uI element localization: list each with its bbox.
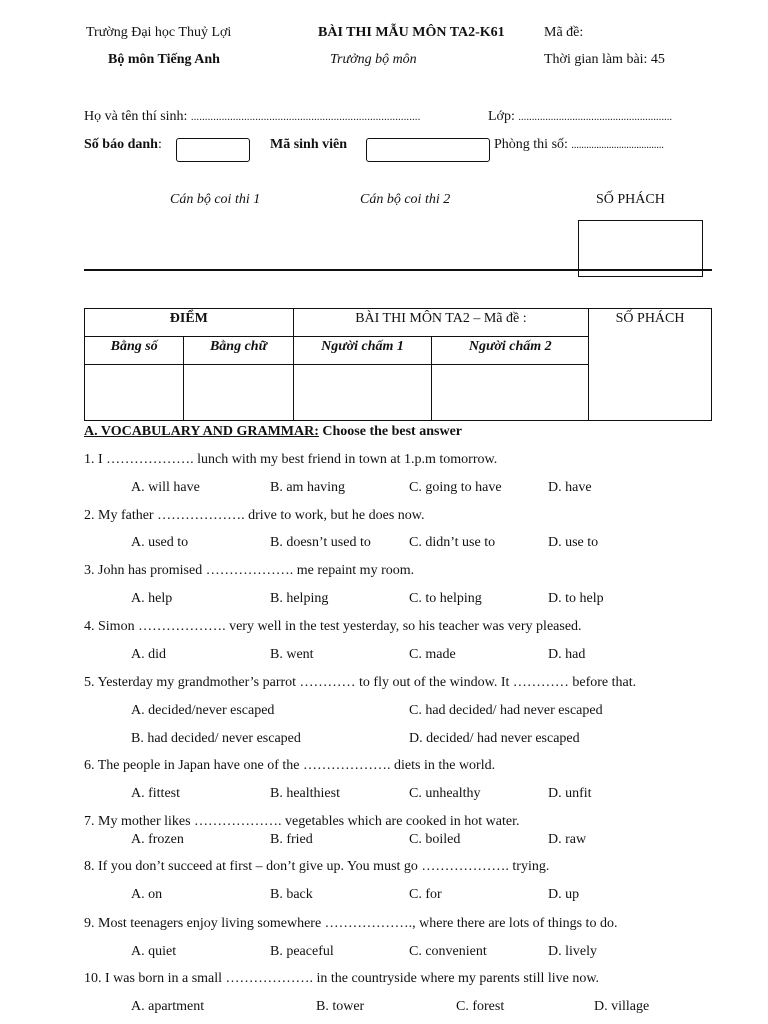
room-label: Phòng thi số: — [494, 137, 568, 152]
question-1-option[interactable]: A. will have — [131, 480, 200, 495]
question-9-option[interactable]: A. quiet — [131, 944, 177, 959]
student-name-row — [84, 110, 421, 124]
grader-1-header: Người chấm 1 — [293, 337, 432, 365]
question-4-option[interactable]: B. went — [270, 647, 314, 662]
score-number-cell[interactable] — [85, 365, 184, 421]
question-2-option[interactable]: A. used to — [131, 535, 189, 550]
question-1-option[interactable]: B. am having — [270, 480, 346, 495]
question-3-option[interactable]: D. to help — [548, 591, 604, 606]
school-name: Trường Đại học Thuỷ Lợi — [86, 25, 232, 40]
cut-line — [84, 269, 712, 271]
class-label: Lớp: — [488, 109, 515, 124]
question-1-option[interactable]: C. going to have — [409, 480, 502, 495]
question-3-option[interactable]: A. help — [131, 591, 173, 606]
question-1-text: 1. I ………………. lunch with my best friend in town at 1.p.m tomorrow. — [84, 452, 498, 467]
question-6-option[interactable]: C. unhealthy — [409, 786, 481, 801]
question-9-option[interactable]: D. lively — [548, 944, 597, 959]
student-name-label: Họ và tên thí sinh: — [84, 109, 188, 124]
invigilator-1-label: Cán bộ coi thi 1 — [170, 192, 261, 207]
candidate-number-label — [84, 138, 162, 152]
room-row — [494, 138, 664, 152]
question-2-text: 2. My father ………………. drive to work, but he does now. — [84, 508, 425, 523]
question-6-option[interactable]: A. fittest — [131, 786, 180, 801]
question-6-option[interactable]: D. unfit — [548, 786, 592, 801]
question-9-option[interactable]: B. peaceful — [270, 944, 334, 959]
room-field[interactable]: ..................................... — [571, 140, 664, 151]
question-3-option[interactable]: B. helping — [270, 591, 329, 606]
score-header: ĐIỂM — [85, 309, 294, 337]
head-of-department: Trưởng bộ môn — [330, 52, 417, 67]
student-code-label: Mã sinh viên — [270, 137, 348, 152]
question-2-option[interactable]: B. doesn’t used to — [270, 535, 371, 550]
class-field[interactable]: ......................................................... — [518, 112, 673, 123]
department-name: Bộ môn Tiếng Anh — [108, 52, 220, 67]
candidate-number-box[interactable] — [176, 138, 250, 162]
question-5-option[interactable]: D. decided/ had never escaped — [409, 731, 580, 746]
question-8-text: 8. If you don’t succeed at first – don’t give up. You must go ………………. trying. — [84, 859, 550, 874]
question-2-option[interactable]: D. use to — [548, 535, 599, 550]
invigilator-2-label: Cán bộ coi thi 2 — [360, 192, 451, 207]
question-10-option[interactable]: B. tower — [316, 999, 365, 1014]
so-phach-header: SỐ PHÁCH — [589, 309, 712, 421]
question-9-option[interactable]: C. convenient — [409, 944, 487, 959]
question-2-option[interactable]: C. didn’t use to — [409, 535, 496, 550]
question-5-text: 5. Yesterday my grandmother’s parrot ………… to fly out of the window. It ………… before that. — [84, 675, 637, 690]
question-4-option[interactable]: D. had — [548, 647, 586, 662]
question-9-text: 9. Most teenagers enjoy living somewhere ………………., where there are lots of things to do. — [84, 916, 618, 931]
question-7-option[interactable]: B. fried — [270, 832, 313, 847]
question-10-text: 10. I was born in a small ………………. in the countryside where my parents still live now. — [84, 971, 600, 986]
student-name-field[interactable]: .................................................................................. — [190, 112, 421, 123]
question-4-text: 4. Simon ………………. very well in the test yesterday, so his teacher was very pleased. — [84, 619, 582, 634]
question-5-option[interactable]: A. decided/never escaped — [131, 703, 275, 718]
question-7-option[interactable]: D. raw — [548, 832, 587, 847]
section-title: A. VOCABULARY AND GRAMMAR: — [84, 424, 319, 439]
question-7-option[interactable]: C. boiled — [409, 832, 461, 847]
exam-time: Thời gian làm bài: 45 — [544, 52, 665, 67]
question-1-option[interactable]: D. have — [548, 480, 592, 495]
question-10-option[interactable]: C. forest — [456, 999, 505, 1014]
class-row — [488, 110, 672, 124]
score-words-cell[interactable] — [184, 365, 293, 421]
student-code-box[interactable] — [366, 138, 490, 162]
question-5-option[interactable]: B. had decided/ never escaped — [131, 731, 301, 746]
grader-2-cell[interactable] — [432, 365, 589, 421]
exam-header: BÀI THI MÔN TA2 – Mã đề : — [293, 309, 588, 337]
question-8-option[interactable]: A. on — [131, 887, 163, 902]
question-4-option[interactable]: A. did — [131, 647, 166, 662]
question-5-option[interactable]: C. had decided/ had never escaped — [409, 703, 603, 718]
section-instruction: Choose the best answer — [318, 424, 462, 439]
exam-code-label: Mã đề: — [544, 25, 584, 40]
question-7-text: 7. My mother likes ………………. vegetables which are cooked in hot water. — [84, 814, 520, 829]
question-8-option[interactable]: B. back — [270, 887, 313, 902]
question-8-option[interactable]: C. for — [409, 887, 442, 902]
section-heading — [84, 425, 462, 439]
so-phach-label: SỐ PHÁCH — [596, 192, 665, 207]
score-number-header: Bằng số — [85, 337, 184, 365]
question-3-option[interactable]: C. to helping — [409, 591, 482, 606]
question-6-text: 6. The people in Japan have one of the ………………. diets in the world. — [84, 758, 496, 773]
question-3-text: 3. John has promised ………………. me repaint my room. — [84, 563, 415, 578]
grader-1-cell[interactable] — [293, 365, 432, 421]
candidate-number-text: Số báo danh — [84, 137, 158, 152]
grader-2-header: Người chấm 2 — [432, 337, 589, 365]
question-8-option[interactable]: D. up — [548, 887, 580, 902]
candidate-number-colon: : — [157, 137, 162, 152]
question-6-option[interactable]: B. healthiest — [270, 786, 340, 801]
exam-title: BÀI THI MẪU MÔN TA2-K61 — [318, 25, 505, 40]
question-10-option[interactable]: A. apartment — [131, 999, 205, 1014]
score-table — [84, 308, 712, 421]
question-10-option[interactable]: D. village — [594, 999, 650, 1014]
question-7-option[interactable]: A. frozen — [131, 832, 184, 847]
question-4-option[interactable]: C. made — [409, 647, 456, 662]
score-words-header: Bằng chữ — [184, 337, 293, 365]
